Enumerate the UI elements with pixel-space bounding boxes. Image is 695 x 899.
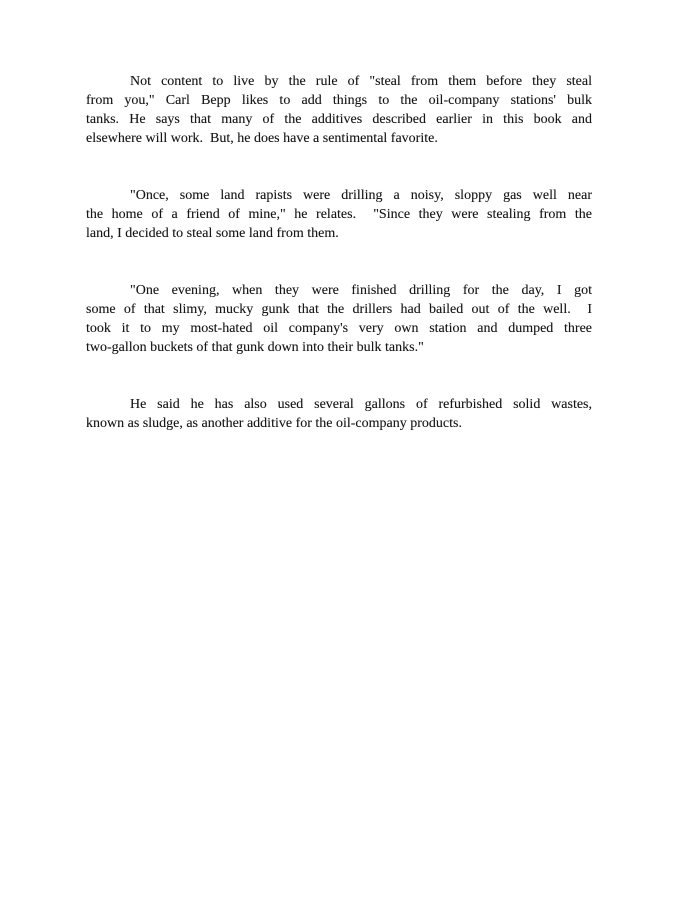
text-line: He said he has also used several gallons of refurbished solid wastes, — [130, 397, 592, 412]
text-line: tanks. He says that many of the additives described earlier in this book and — [86, 112, 592, 127]
paragraph — [86, 281, 592, 357]
text-line: known as sludge, as another additive for the oil-company products. — [86, 416, 462, 431]
text-line: "Once, some land rapists were drilling a noisy, sloppy gas well near — [130, 188, 592, 203]
paragraph — [86, 395, 592, 433]
text-line: some of that slimy, mucky gunk that the drillers had bailed out of the well. I — [86, 302, 592, 317]
text-line: land, I decided to steal some land from them. — [86, 226, 339, 241]
text-line: from you," Carl Bepp likes to add things to the oil-company stations' bulk — [86, 93, 592, 108]
text-line: Not content to live by the rule of "steal from them before they steal — [130, 74, 592, 89]
paragraph — [86, 72, 592, 148]
text-block — [86, 72, 592, 471]
paragraph — [86, 186, 592, 243]
text-line: the home of a friend of mine," he relates. "Since they were stealing from the — [86, 207, 592, 222]
text-line: two-gallon buckets of that gunk down into their bulk tanks." — [86, 340, 424, 355]
text-line: elsewhere will work. But, he does have a sentimental favorite. — [86, 131, 438, 146]
text-line: "One evening, when they were finished drilling for the day, I got — [130, 283, 592, 298]
text-line: took it to my most-hated oil company's very own station and dumped three — [86, 321, 592, 336]
